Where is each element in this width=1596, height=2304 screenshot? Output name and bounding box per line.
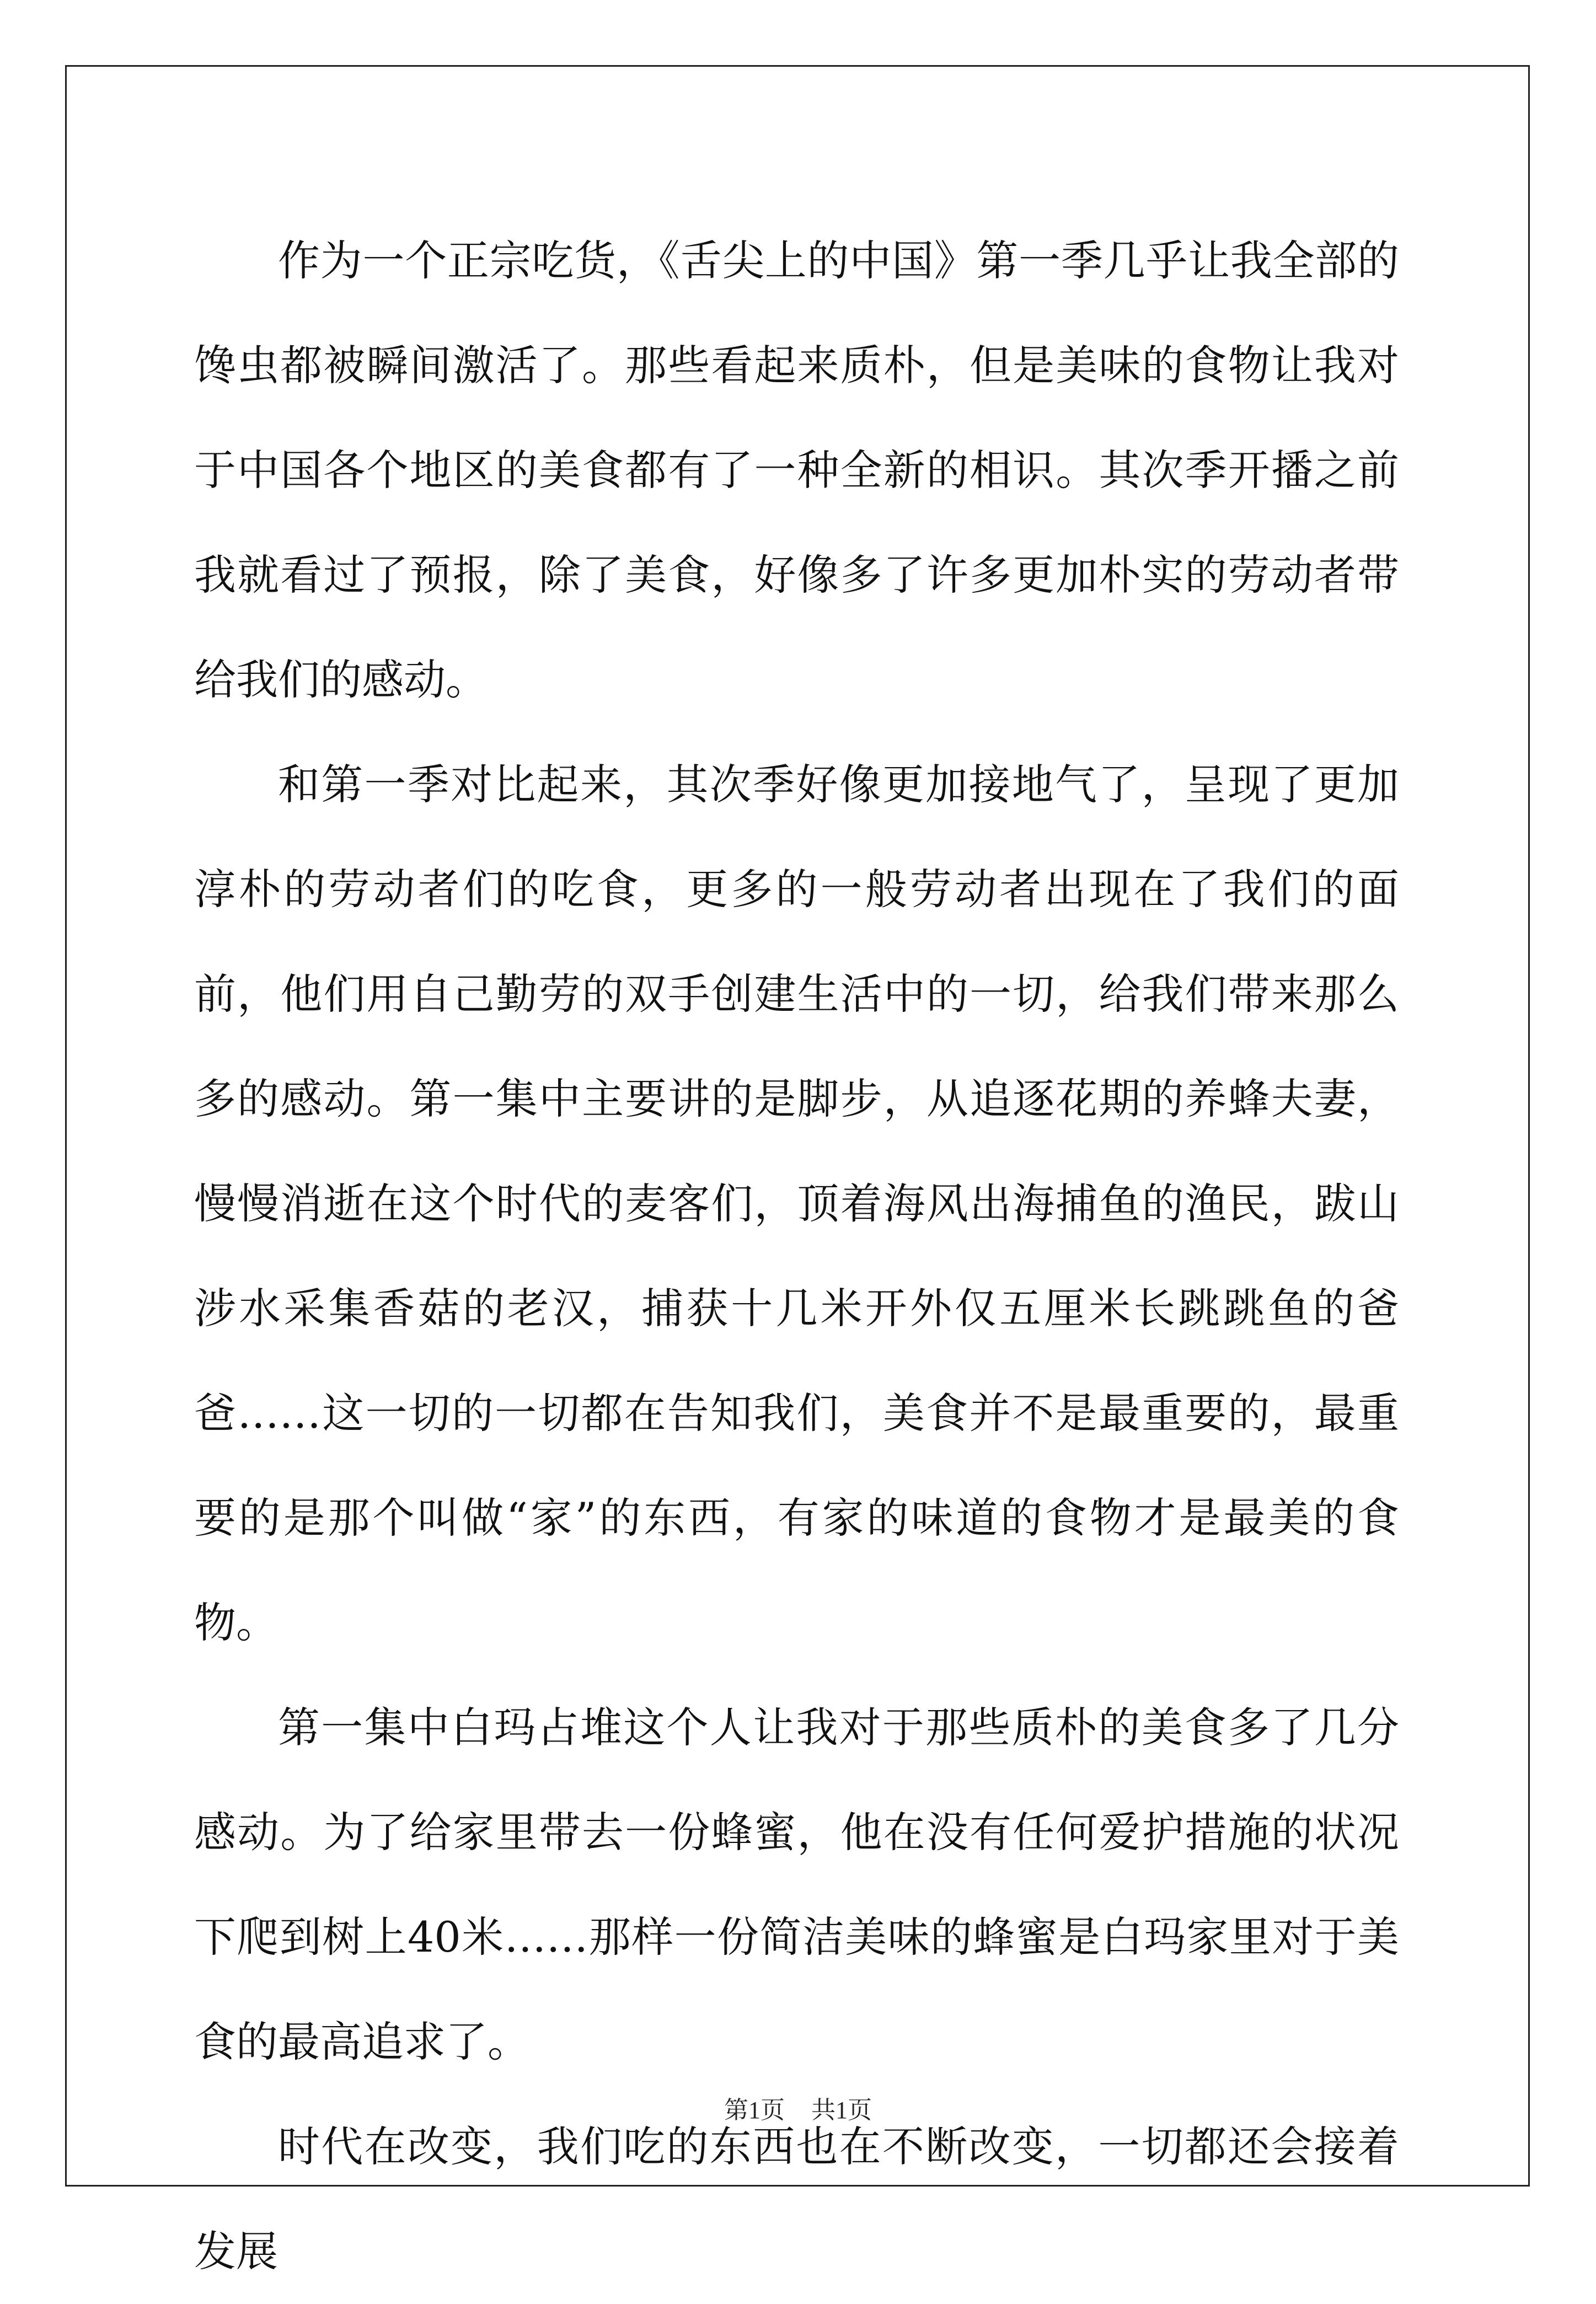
paragraph-2: 和第一季对比起来，其次季好像更加接地气了，呈现了更加淳朴的劳动者们的吃食，更多的一般劳动者出现在了我们的面前，他们用自己勤劳的双手创建生活中的一切，给我们带来那么多的感动。第一集中主要讲的是脚步，从追逐花期的养蜂夫妻，慢慢消逝在这个时代的麦客们，顶着海风出海捕鱼的渔民，跋山涉水采集香菇的老汉，捕获十几米开外仅五厘米长跳跳鱼的爸爸……这一切的一切都在告知我们，美食并不是最重要的，最重要的是那个叫做“家”的东西，有家的味道的食物才是最美的食物。 (194, 760, 1399, 1647)
page-footer (0, 2090, 1596, 2125)
paragraph-4: 时代在改变，我们吃的东西也在不断改变，一切都还会接着发展 (194, 2122, 1399, 2276)
page-number-total: 共1页 (811, 2097, 872, 2124)
paragraph-1: 作为一个正宗吃货，《舌尖上的中国》第一季几乎让我全部的馋虫都被瞬间激活了。那些看起来质朴，但是美味的食物让我对于中国各个地区的美食都有了一种全新的相识。其次季开播之前我就看过了预报，除了美食，好像多了许多更加朴实的劳动者带给我们的感动。 (194, 236, 1399, 704)
paragraph-3: 第一集中白玛占堆这个人让我对于那些质朴的美食多了几分感动。为了给家里带去一份蜂蜜，他在没有任何爱护措施的状况下爬到树上40米……那样一份简洁美味的蜂蜜是白玛家里对于美食的最高追求了。 (194, 1703, 1399, 2066)
document-body (194, 208, 1399, 2304)
page-number-current: 第1页 (724, 2097, 785, 2124)
